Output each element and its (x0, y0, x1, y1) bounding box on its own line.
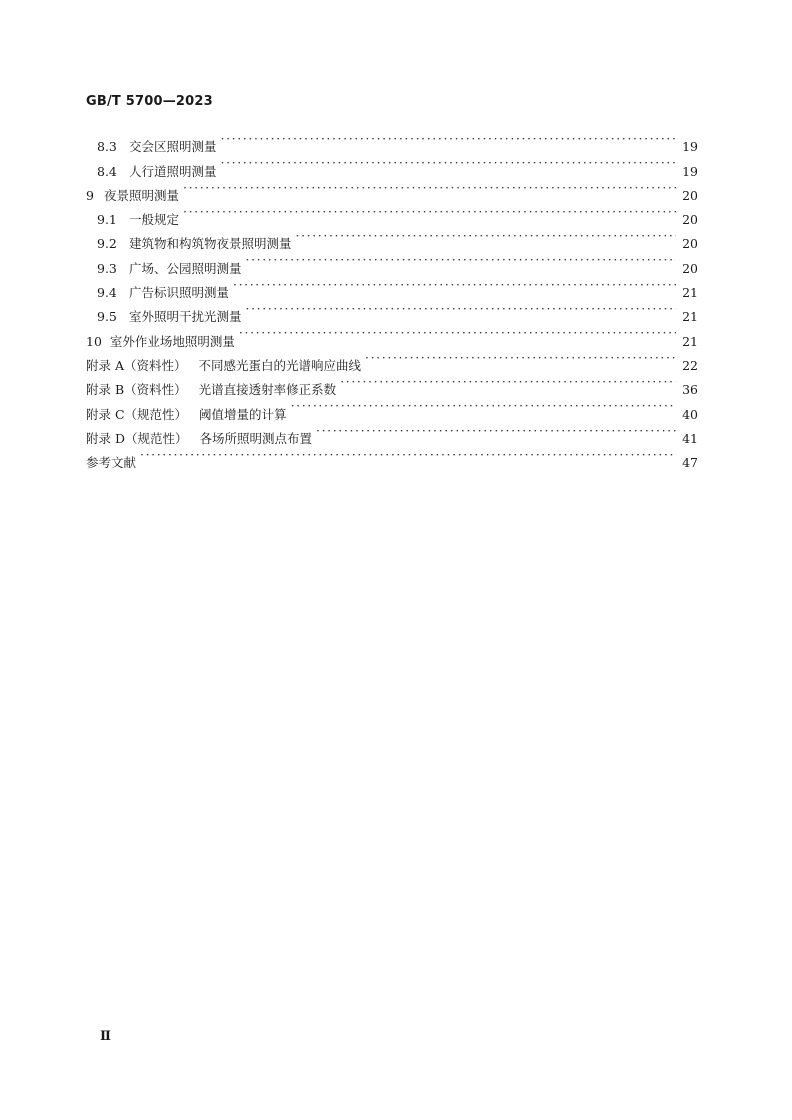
toc-entry-title: 各场所照明测点布置 (199, 430, 313, 446)
toc-entry-number: 9 (86, 187, 94, 203)
leader-dots (233, 273, 676, 297)
leader-dots (291, 394, 676, 418)
toc-entry[interactable] (86, 443, 698, 471)
leader-dots (246, 297, 676, 321)
toc-entry-page: 19 (682, 163, 698, 179)
toc-entry-title: 一般规定 (129, 212, 180, 228)
toc-entry-title: 室外作业场地照明测量 (109, 333, 235, 349)
page-number: Ⅱ (100, 1029, 111, 1044)
toc-entry-title: 光谱直接透射率修正系数 (198, 382, 337, 398)
toc-entry-title: 室外照明干扰光测量 (129, 309, 242, 325)
leader-dots (246, 248, 676, 272)
toc-entry-number: 8.4 (97, 163, 117, 179)
toc-entry-number: 9.5 (97, 309, 117, 325)
toc-entry-number: 8.3 (97, 139, 117, 155)
leader-dots (239, 321, 676, 345)
toc-entry-page: 20 (682, 187, 698, 203)
toc-entry-number: 10 (86, 333, 102, 349)
toc-entry-page: 40 (682, 406, 698, 422)
toc-entry-page: 47 (682, 455, 698, 471)
toc-entry-page: 21 (682, 309, 698, 325)
toc-entry-title: 不同感光蛋白的光谱响应曲线 (198, 357, 362, 373)
toc-entry-number: 附录 D（规范性） (86, 430, 188, 446)
toc-entry[interactable] (86, 127, 698, 155)
toc-entry-page: 20 (682, 260, 698, 276)
toc-entry-number: 9.3 (97, 260, 117, 276)
toc-entry-title: 人行道照明测量 (129, 163, 217, 179)
toc-entry-page: 41 (682, 430, 698, 446)
toc-entry-title: 广场、公园照明测量 (129, 260, 242, 276)
document-code: GB/T 5700—2023 (86, 94, 213, 109)
toc-entry-title: 参考文献 (86, 455, 137, 471)
leader-dots (183, 200, 676, 224)
toc-entry-number: 附录 C（规范性） (86, 406, 188, 422)
leader-dots (340, 370, 676, 394)
toc-entry-number: 9.4 (97, 285, 117, 301)
toc-entry-page: 36 (682, 382, 698, 398)
toc-entry-number: 附录 A（资料性） (86, 357, 187, 373)
toc-entry-page: 22 (682, 357, 698, 373)
toc-entry-title: 交会区照明测量 (129, 139, 217, 155)
toc-entry-title: 广告标识照明测量 (129, 285, 230, 301)
toc-entry-title: 阈值增量的计算 (199, 406, 287, 422)
leader-dots (316, 419, 676, 443)
toc-entry-number: 9.2 (97, 236, 117, 252)
leader-dots (140, 443, 676, 467)
leader-dots (221, 127, 676, 151)
leader-dots (365, 346, 676, 370)
leader-dots (221, 151, 676, 175)
leader-dots (296, 224, 676, 248)
toc-entry-page: 19 (682, 139, 698, 155)
leader-dots (183, 176, 676, 200)
toc-entry-page: 21 (682, 285, 698, 301)
toc-entry-page: 20 (682, 212, 698, 228)
toc-entry-page: 20 (682, 236, 698, 252)
toc-entry-title: 夜景照明测量 (104, 187, 180, 203)
toc-entry-number: 9.1 (97, 212, 117, 228)
toc-entry-title: 建筑物和构筑物夜景照明测量 (129, 236, 292, 252)
toc-entry-number: 附录 B（资料性） (86, 382, 187, 398)
table-of-contents (86, 127, 698, 471)
toc-entry-page: 21 (682, 333, 698, 349)
